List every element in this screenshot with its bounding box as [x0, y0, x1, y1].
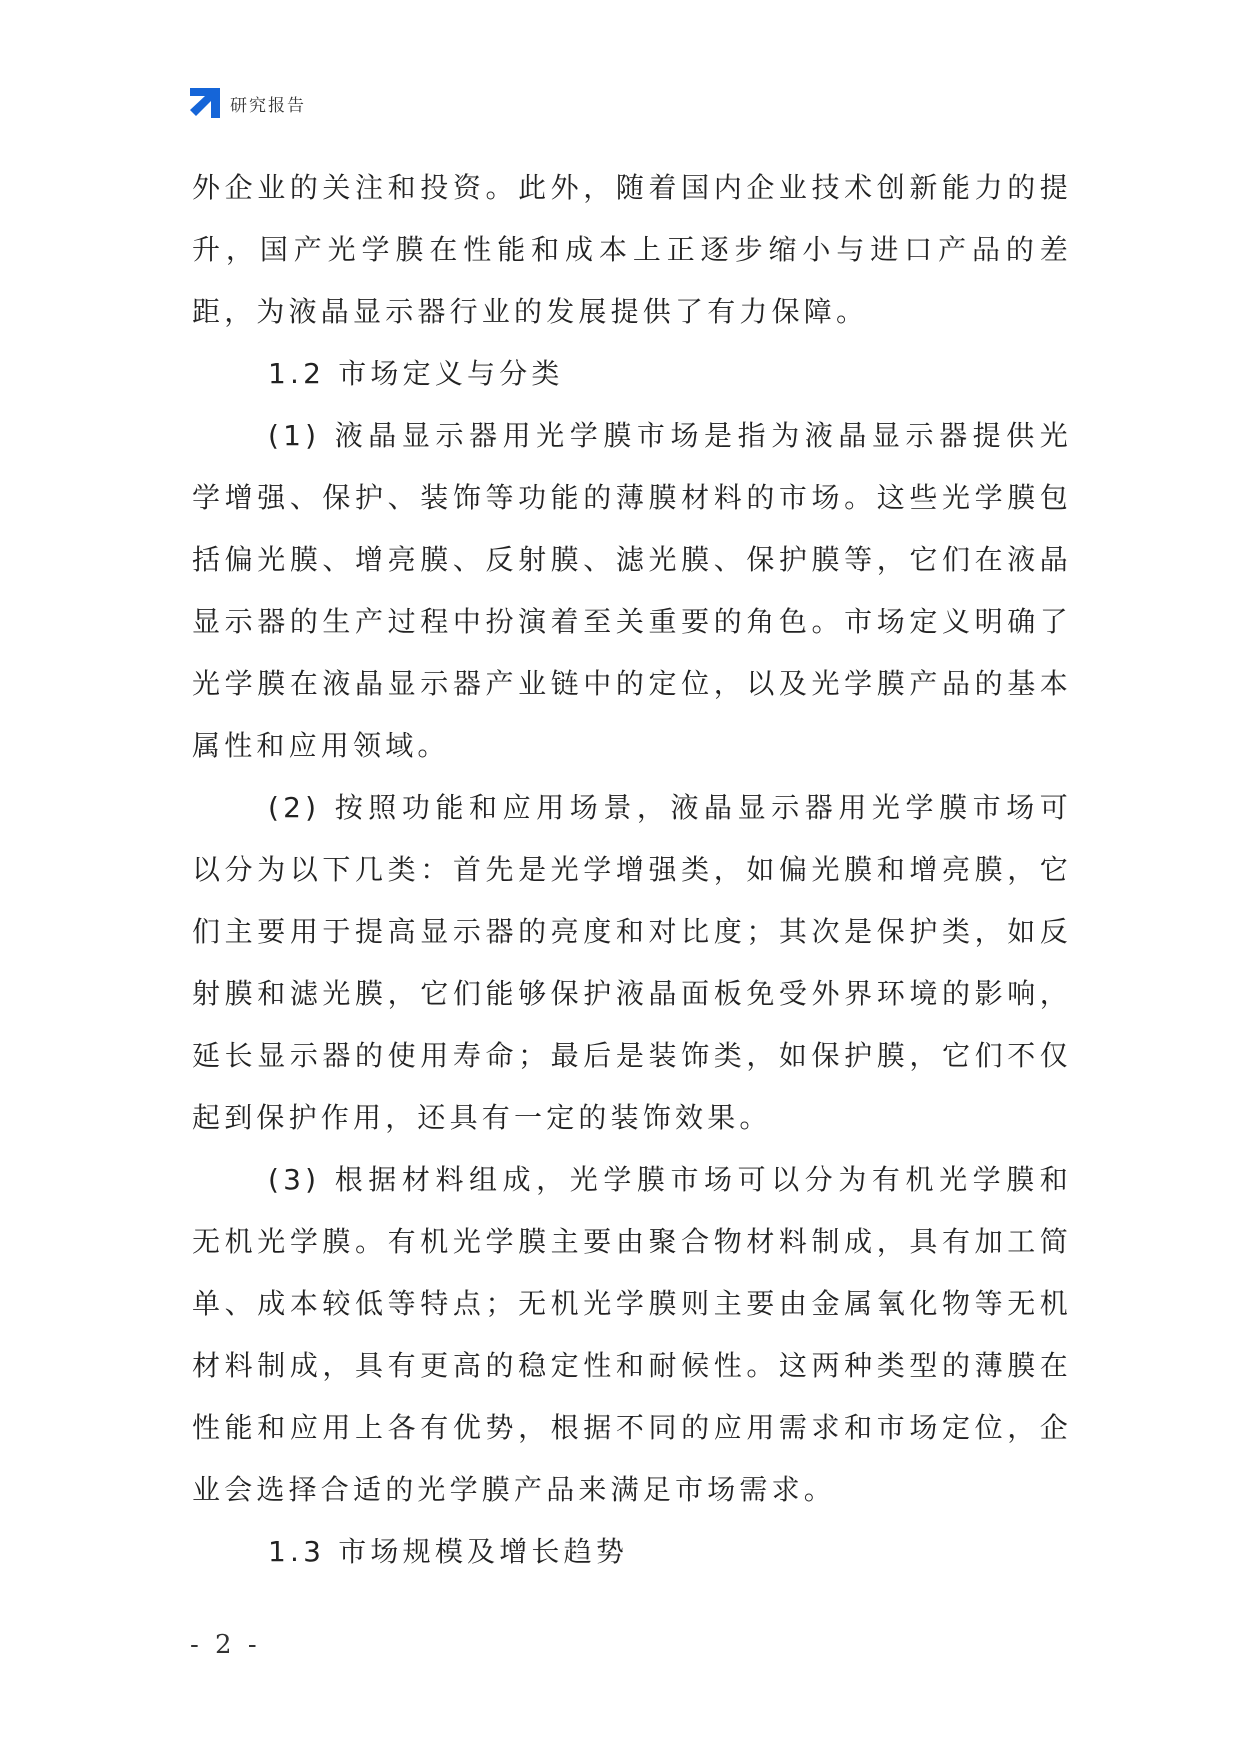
paragraph-classification-by-material: (3) 根据材料组成，光学膜市场可以分为有机光学膜和无机光学膜。有机光学膜主要由聚合物材料制成，具有加工简单、成本较低等特点；无机光学膜则主要由金属氧化物等无机材料制成，具有更高的稳定性和耐候性。这两种类型的薄膜在性能和应用上各有优势，根据不同的应用需求和市场定位，企业会选择合适的光学膜产品来满足市场需求。	[192, 1163, 1072, 1506]
page-header	[190, 88, 306, 118]
paragraph-continued: 外企业的关注和投资。此外，随着国内企业技术创新能力的提升，国产光学膜在性能和成本上正逐步缩小与进口产品的差距，为液晶显示器行业的发展提供了有力保障。	[192, 171, 1072, 328]
paragraph-classification-by-function: (2) 按照功能和应用场景，液晶显示器用光学膜市场可以分为以下几类：首先是光学增强类，如偏光膜和增亮膜，它们主要用于提高显示器的亮度和对比度；其次是保护类，如反射膜和滤光膜，它们能够保护液晶面板免受外界环境的影响，延长显示器的使用寿命；最后是装饰类，如保护膜，它们不仅起到保护作用，还具有一定的装饰效果。	[192, 791, 1072, 1134]
arrow-logo-icon	[190, 88, 220, 118]
section-heading-1-2: 1.2 市场定义与分类	[268, 357, 564, 390]
page-number: - 2 -	[190, 1630, 261, 1660]
section-heading-1-3: 1.3 市场规模及增长趋势	[268, 1535, 629, 1568]
report-type-label: 研究报告	[230, 95, 306, 116]
report-body	[192, 157, 1072, 1583]
paragraph-market-definition: (1) 液晶显示器用光学膜市场是指为液晶显示器提供光学增强、保护、装饰等功能的薄膜材料的市场。这些光学膜包括偏光膜、增亮膜、反射膜、滤光膜、保护膜等，它们在液晶显示器的生产过程中扮演着至关重要的角色。市场定义明确了光学膜在液晶显示器产业链中的定位，以及光学膜产品的基本属性和应用领域。	[192, 419, 1072, 762]
